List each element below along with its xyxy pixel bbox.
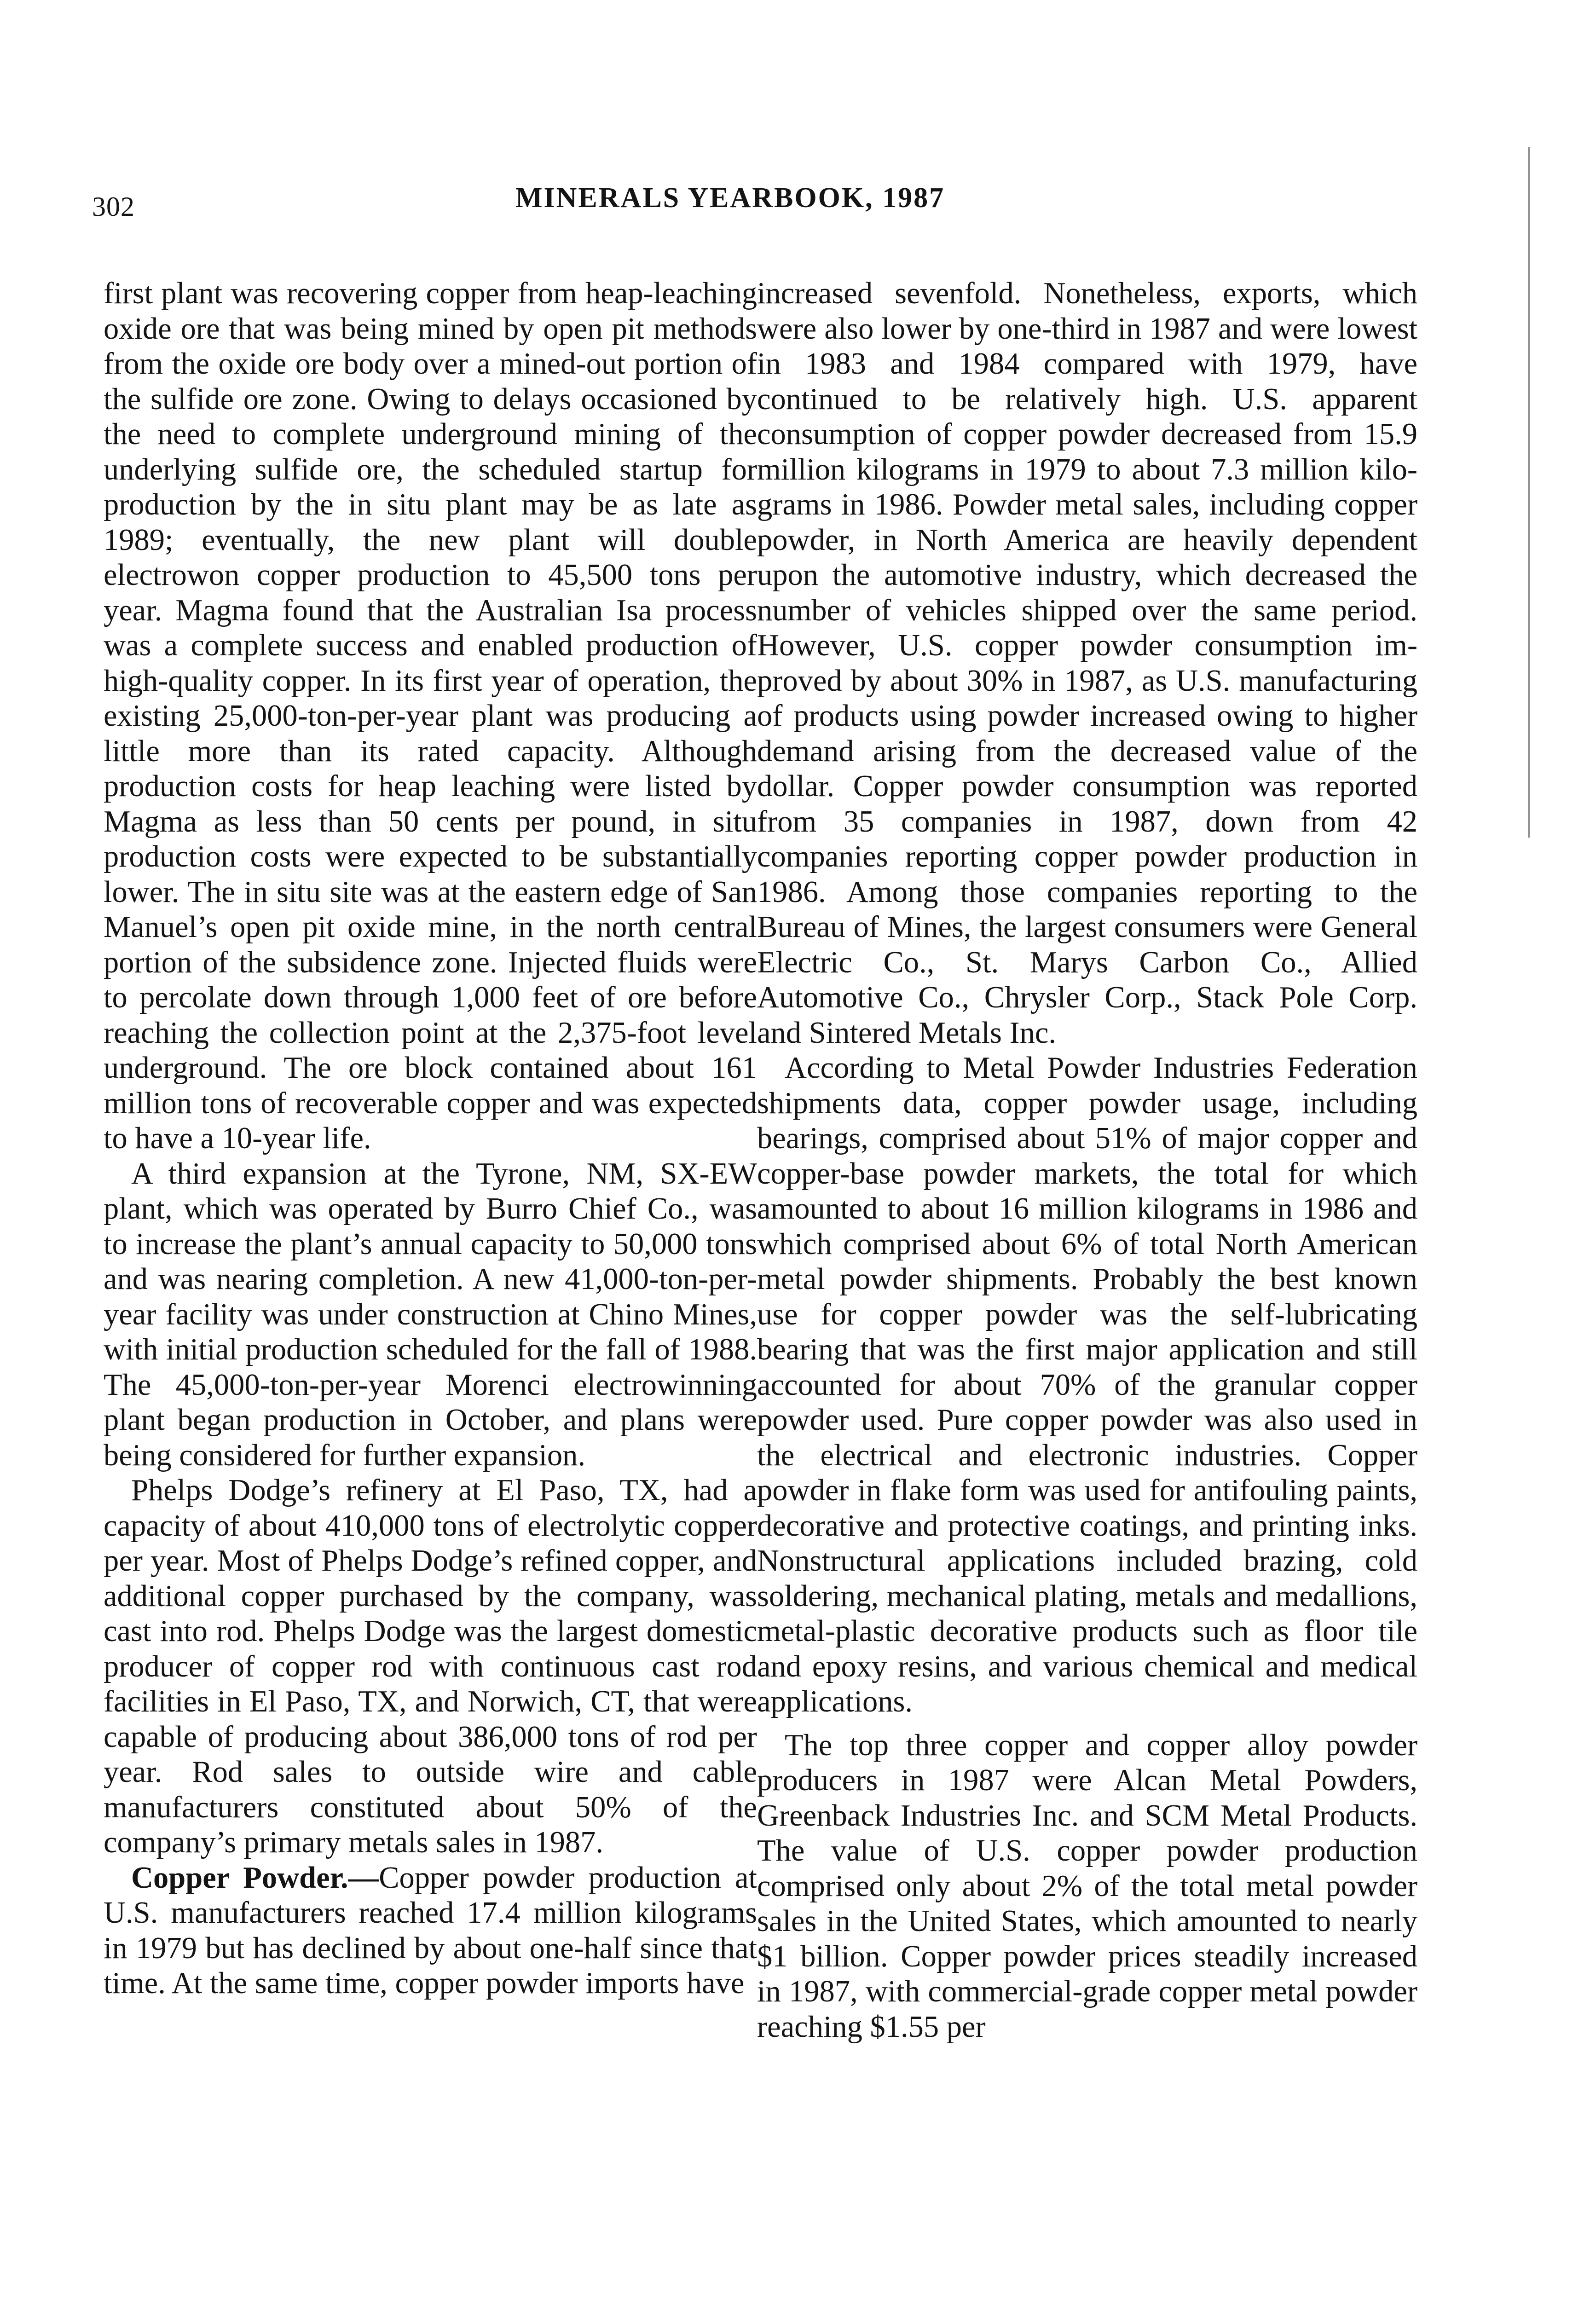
paragraph-magma-in-situ-continued: first plant was recovering copper from heap-leaching oxide ore that was being mined by open pit methods from the oxide ore body over a mined-out portion of the sulfide ore zone. Owing to delays occasioned by the need to complete underground mining of the underlying sulfide ore, the scheduled startup for production by the in situ plant may be as late as 1989; eventually, the new plant will double electrowon copper production to 45,500 tons per year. Magma found that the Australian Isa process was a complete success and enabled production of high-quality copper. In its first year of operation, the existing 25,000-ton-per-year plant was producing a little more than its rated capacity. Although production costs for heap leaching were listed by Magma as less than 50 cents per pound, in situ production costs were expected to be substantially lower. The in situ site was at the eastern edge of San Manuel’s open pit oxide mine, in the north central portion of the subsidence zone. Injected fluids were to percolate down through 1,000 feet of ore before reaching the collection point at the 2,375-foot level underground. The ore block contained about 161 million tons of recoverable copper and was expected to have a 10-year life. [104,277,757,1155]
paragraph-copper-powder [104,1861,757,2001]
scan-edge-line [1528,147,1530,838]
page-number: 302 [92,191,135,222]
paragraph-top-producers: The top three copper and copper alloy powder producers in 1987 were Alcan Metal Powders, Greenback Industries Inc. and SCM Metal Products. The value of U.S. copper powder production comprised only about 2% of the total metal powder sales in the United States, which amounted to nearly $1 billion. Copper powder prices steadily increased in 1987, with commercial-grade copper metal powder reaching $1.55 per [757,1728,1417,2044]
left-column [104,276,757,2001]
section-heading-copper-powder: Copper Powder.— [131,1861,379,1895]
paragraph-powder-consumption-continued: increased sevenfold. Nonetheless, exports, which were also lower by one-third in 1987 and were lowest in 1983 and 1984 compared with 1979, have continued to be relatively high. U.S. apparent consumption of copper powder decreased from 15.9 million kilograms in 1979 to about 7.3 million kilograms in 1986. Powder metal sales, including copper powder, in North America are heavily dependent upon the automotive industry, which decreased the number of vehicles shipped over the same period. However, U.S. copper powder consumption improved by about 30% in 1987, as U.S. manufacturing of products using powder increased owing to higher demand arising from the decreased value of the dollar. Copper powder consumption was reported from 35 companies in 1987, down from 42 companies reporting copper powder production in 1986. Among those companies reporting to the Bureau of Mines, the largest consumers were General Electric Co., St. Marys Carbon Co., Allied Automotive Co., Chrysler Corp., Stack Pole Corp. and Sintered Metals Inc. [757,277,1417,1050]
paragraph-mpif-shipments: According to Metal Powder Industries Federation shipments data, copper powder usage, including bearings, comprised about 51% of major copper and copper-base powder markets, the total for which amounted to about 16 million kilograms in 1986 and which comprised about 6% of total North American metal powder shipments. Probably the best known use for copper powder was the self-lubricating bearing that was the first major application and still accounted for about 70% of the granular copper powder used. Pure copper powder was also used in the electrical and electronic industries. Copper powder in flake form was used for antifouling paints, decorative and protective coatings, and printing inks. Nonstructural applications included brazing, cold soldering, mechanical plating, metals and medallions, metal-plastic decorative products such as floor tile and epoxy resins, and various chemical and medical applications. [757,1051,1417,1718]
paragraph-tyrone-expansion: A third expansion at the Tyrone, NM, SX-EW plant, which was operated by Burro Chief Co., was to increase the plant’s annual capacity to 50,000 tons and was nearing completion. A new 41,000-ton-per-year facility was under construction at Chino Mines, with initial production scheduled for the fall of 1988. The 45,000-ton-per-year Morenci electrowinning plant began production in October, and plans were being considered for further expansion. [104,1156,757,1472]
running-title: MINERALS YEARBOOK, 1987 [515,182,945,214]
paragraph-copper-powder-body: Copper powder production at U.S. manufacturers reached 17.4 million kilograms in 1979 but has declined by about one-half since that time. At the same time, copper powder imports have [104,1861,757,2000]
running-head [92,182,1417,222]
right-column [757,276,1417,2045]
paragraph-phelps-dodge-refinery: Phelps Dodge’s refinery at El Paso, TX, had a capacity of about 410,000 tons of electrolytic copper per year. Most of Phelps Dodge’s refined copper, and additional copper purchased by the company, was cast into rod. Phelps Dodge was the largest domestic producer of copper rod with continuous cast rod facilities in El Paso, TX, and Norwich, CT, that were capable of producing about 386,000 tons of rod per year. Rod sales to outside wire and cable manufacturers constituted about 50% of the company’s primary metals sales in 1987. [104,1474,757,1859]
